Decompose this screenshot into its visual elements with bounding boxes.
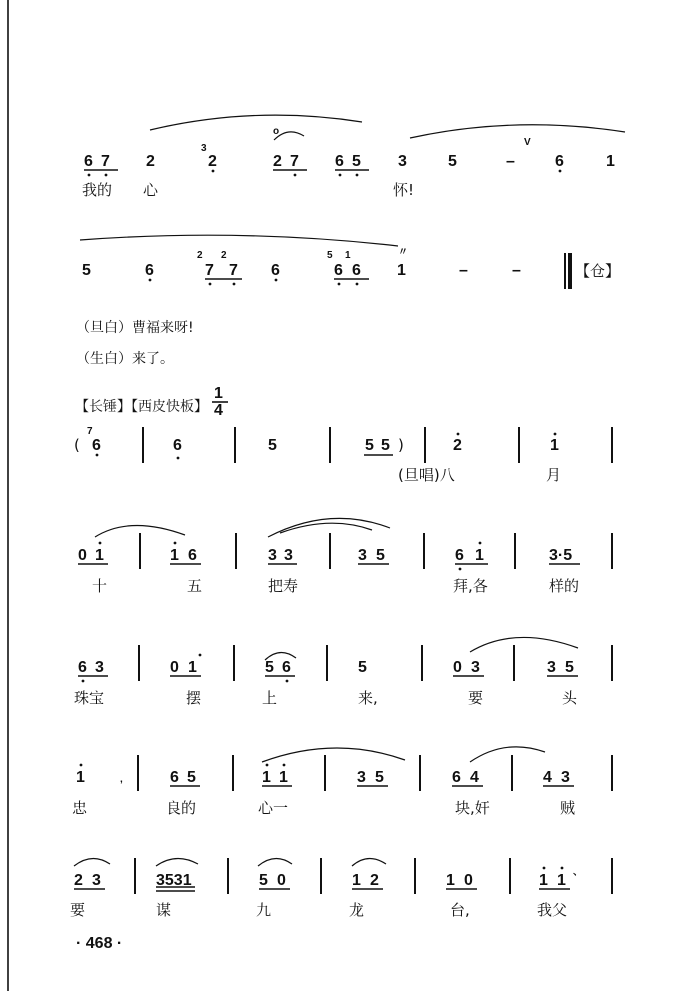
note: 6 — [78, 659, 87, 676]
slur — [156, 858, 198, 866]
note: 6 — [282, 659, 291, 676]
note: 2 — [370, 872, 379, 889]
note: 1 — [95, 547, 104, 564]
note: 7 — [290, 153, 299, 170]
note: 7 — [229, 262, 238, 279]
note: 6 — [352, 262, 361, 279]
note: 7 — [205, 262, 214, 279]
lyric: 来, — [358, 689, 378, 707]
role: （旦白） — [76, 320, 132, 336]
lyric: 十 — [92, 577, 108, 595]
paren: ) — [398, 436, 404, 454]
lyric: 良的 — [166, 799, 197, 817]
note: 5 — [352, 153, 361, 170]
ornament-circle: o — [273, 126, 280, 137]
slur — [150, 115, 362, 130]
line: 来了。 — [132, 351, 174, 367]
note: 6 — [455, 547, 464, 564]
note: 5 — [265, 659, 274, 676]
tick-mark: 、 — [573, 867, 583, 878]
note: 6 — [335, 153, 344, 170]
note: 3 — [95, 659, 104, 676]
note: 1 — [475, 547, 484, 564]
dash: – — [512, 262, 521, 279]
grace-note: 5 — [327, 250, 333, 261]
note: 3531 — [156, 872, 192, 889]
note: 3 — [398, 153, 407, 170]
note: 7 — [101, 153, 110, 170]
slur — [74, 858, 110, 866]
lyric: 五 — [187, 577, 203, 595]
slur — [410, 125, 625, 138]
slur — [470, 747, 545, 762]
note: 1 — [539, 872, 548, 889]
lyric: 样的 — [549, 577, 580, 595]
note: 1 — [279, 769, 288, 786]
line: 曹福来呀! — [132, 320, 194, 336]
note: 5 — [365, 437, 374, 454]
lyric: 谋 — [156, 901, 172, 919]
dialogue — [76, 319, 194, 367]
grace-note: 7 — [87, 426, 93, 437]
note: 2 — [453, 437, 462, 454]
note: 5 — [381, 437, 390, 454]
row-5 — [74, 637, 612, 707]
grace-note: 2 — [221, 250, 227, 261]
note: 3 — [284, 547, 293, 564]
ending-mark: 【仓】 — [575, 262, 621, 280]
note: 0 — [453, 659, 462, 676]
note: 3 — [471, 659, 480, 676]
lyric: 心 — [143, 181, 159, 199]
lyric: 块,奸 — [455, 799, 490, 817]
lyric: 我的 — [82, 181, 113, 199]
note: 1 — [606, 153, 615, 170]
note: 6 — [555, 153, 564, 170]
lyric: 把寿 — [268, 577, 299, 595]
slur — [258, 858, 292, 866]
grace-note: 2 — [197, 250, 203, 261]
note: 5 — [375, 769, 384, 786]
dash: – — [506, 153, 515, 170]
lyric: 龙 — [349, 901, 365, 919]
note: 6 — [188, 547, 197, 564]
dialogue-line-2 — [76, 350, 174, 367]
note: 6 — [84, 153, 93, 170]
slur — [280, 523, 372, 533]
note: 6 — [92, 437, 101, 454]
comma: , — [120, 774, 123, 785]
note: 4 — [470, 769, 479, 786]
note: 1 — [352, 872, 361, 889]
note: 1 — [262, 769, 271, 786]
note: 6 — [452, 769, 461, 786]
note: 1 — [557, 872, 566, 889]
dash: – — [459, 262, 468, 279]
lyric: 九 — [256, 901, 272, 919]
lyric: 怀! — [393, 181, 415, 199]
breath-mark: V — [524, 137, 531, 148]
note: 3 — [268, 547, 277, 564]
note: 3 — [92, 872, 101, 889]
lyric: 忠 — [72, 799, 88, 817]
note: 3 — [561, 769, 570, 786]
note: 1 — [170, 547, 179, 564]
time-sig-top: 1 — [214, 385, 223, 402]
note: 2 — [208, 153, 217, 170]
note: 6 — [271, 262, 280, 279]
note: 0 — [170, 659, 179, 676]
note: 1 — [397, 262, 406, 279]
page-number: · 468 · — [76, 935, 123, 952]
note: 3 — [358, 547, 367, 564]
note: 5 — [565, 659, 574, 676]
note: 5 — [268, 437, 277, 454]
lyric: 头 — [562, 689, 578, 707]
note: 3·5 — [549, 547, 573, 564]
note: 1 — [76, 769, 85, 786]
lyric: 珠宝 — [74, 689, 105, 707]
note: 4 — [543, 769, 552, 786]
trill-mark: 〃 — [398, 247, 408, 258]
grace-note: 1 — [345, 250, 351, 261]
note: 5 — [448, 153, 457, 170]
lyric: 要 — [468, 689, 484, 707]
paren: ( — [74, 436, 80, 454]
row-7 — [70, 858, 612, 919]
time-sig-bottom: 4 — [214, 402, 223, 419]
note: 5 — [187, 769, 196, 786]
note: 6 — [173, 437, 182, 454]
note: 5 — [259, 872, 268, 889]
lyric: 台, — [450, 901, 470, 919]
lyric: 要 — [70, 901, 86, 919]
note: 2 — [273, 153, 282, 170]
note: 2 — [74, 872, 83, 889]
row-6 — [72, 747, 612, 817]
lyric: (旦唱)八 — [398, 466, 455, 484]
note: 0 — [464, 872, 473, 889]
grace-note: 3 — [201, 143, 207, 154]
lyric: 我父 — [537, 901, 568, 919]
note: 3 — [547, 659, 556, 676]
note: 3 — [357, 769, 366, 786]
note: 0 — [78, 547, 87, 564]
dialogue-line-1 — [76, 319, 194, 336]
section-label — [75, 385, 228, 419]
slur — [262, 748, 405, 762]
row-1 — [82, 115, 625, 199]
lyric: 拜,各 — [453, 577, 488, 595]
slur — [80, 235, 398, 246]
note: 1 — [188, 659, 197, 676]
note: 6 — [145, 262, 154, 279]
note: 5 — [82, 262, 91, 279]
note: 1 — [446, 872, 455, 889]
slur — [352, 858, 386, 866]
lyric: 贼 — [560, 799, 576, 817]
note: 6 — [170, 769, 179, 786]
note: 6 — [334, 262, 343, 279]
tempo-label: 【长锤】【西皮快板】 — [75, 399, 208, 415]
note: 5 — [358, 659, 367, 676]
row-2 — [80, 235, 620, 289]
role: （生白） — [76, 351, 132, 367]
note: 0 — [277, 872, 286, 889]
lyric: 上 — [262, 689, 278, 707]
slur — [470, 637, 578, 652]
note: 5 — [376, 547, 385, 564]
note: 2 — [146, 153, 155, 170]
lyric: 心一 — [258, 799, 289, 817]
row-3 — [74, 426, 612, 484]
lyric: 月 — [546, 466, 562, 484]
row-4 — [78, 518, 612, 595]
lyric: 摆 — [186, 689, 202, 707]
note: 1 — [550, 437, 559, 454]
